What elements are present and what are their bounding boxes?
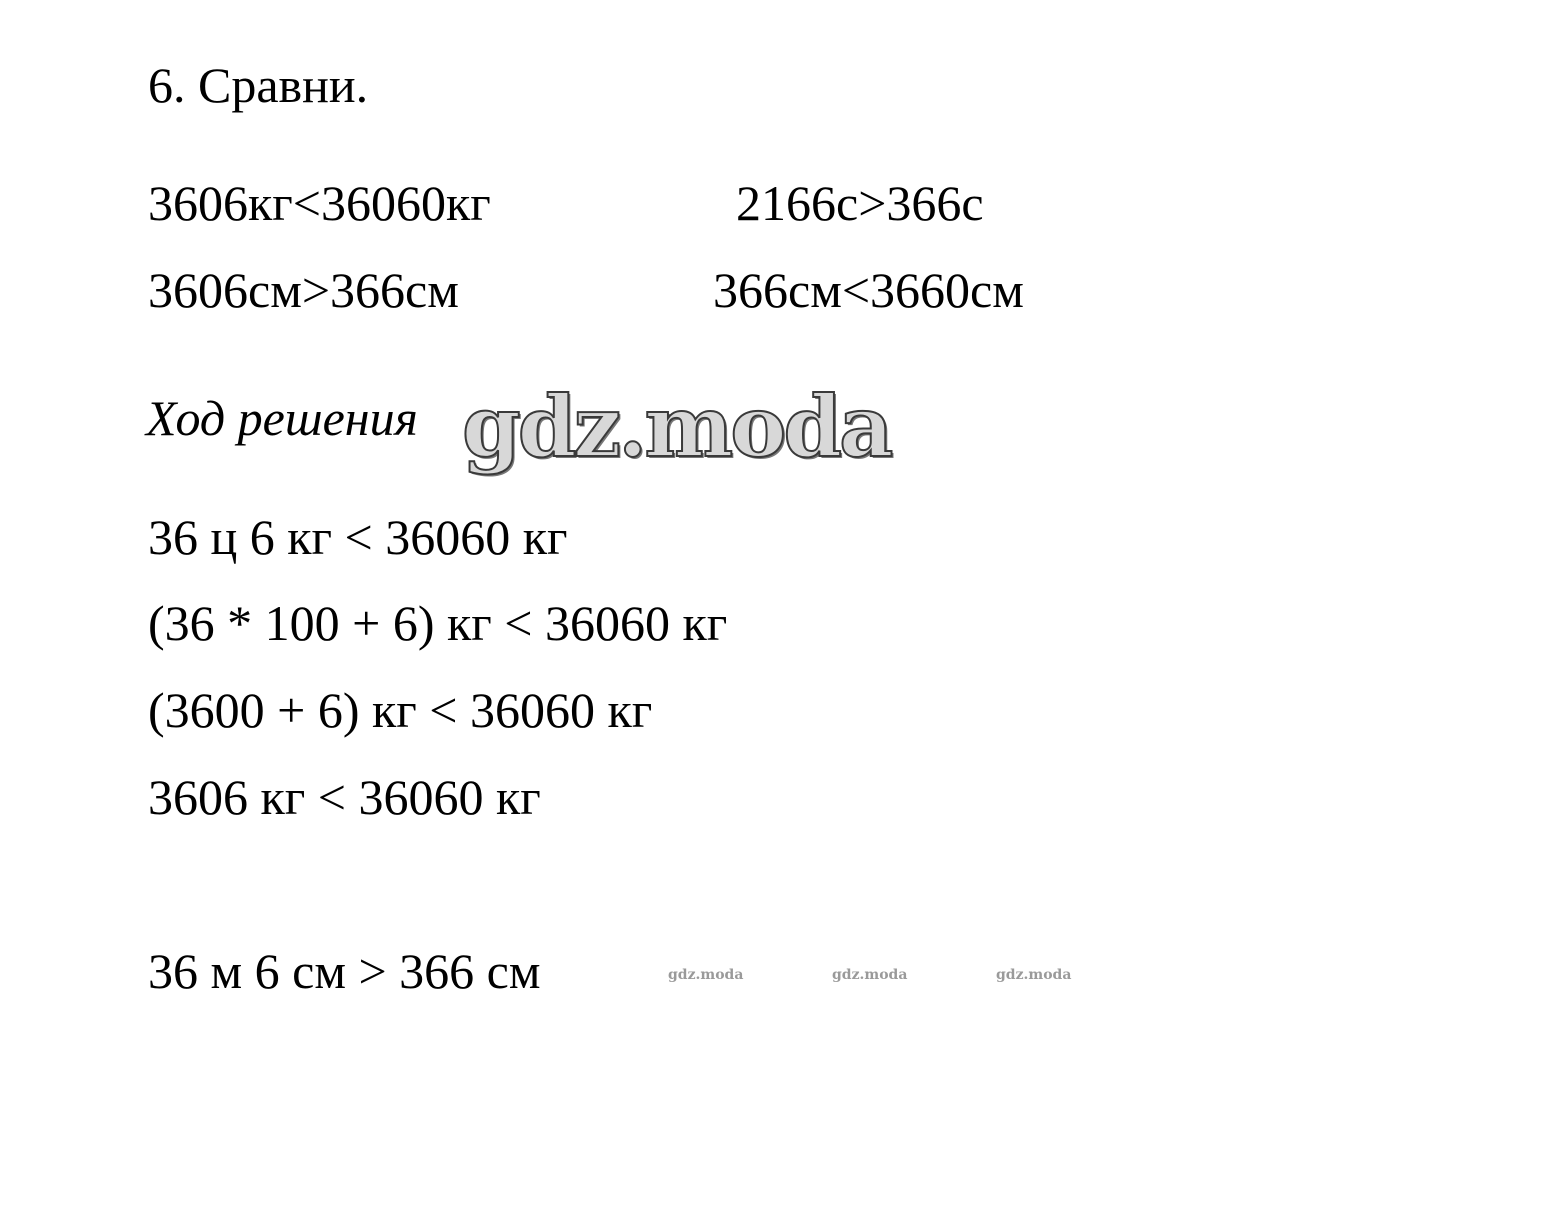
comparison-1: 3606кг<36060кг — [148, 175, 491, 231]
comparison-4: 366см<3660см — [713, 262, 1024, 318]
solution-step-5: 36 м 6 см > 366 см — [148, 943, 541, 999]
watermark-logo: gdz.moda — [462, 377, 891, 476]
task-title: 6. Сравни. — [148, 57, 369, 113]
solution-step-1: 36 ц 6 кг < 36060 кг — [148, 509, 568, 565]
solution-step-2: (36 * 100 + 6) кг < 36060 кг — [148, 595, 728, 651]
solution-step-3: (3600 + 6) кг < 36060 кг — [148, 682, 653, 738]
solution-step-4: 3606 кг < 36060 кг — [148, 769, 541, 825]
comparison-3: 3606см>366см — [148, 262, 459, 318]
solution-heading: Ход решения — [146, 390, 418, 446]
watermark-small-3: gdz.moda — [996, 967, 1072, 983]
watermark-small-1: gdz.moda — [668, 967, 744, 983]
watermark-small-2: gdz.moda — [832, 967, 908, 983]
comparison-2: 2166с>366с — [736, 175, 984, 231]
